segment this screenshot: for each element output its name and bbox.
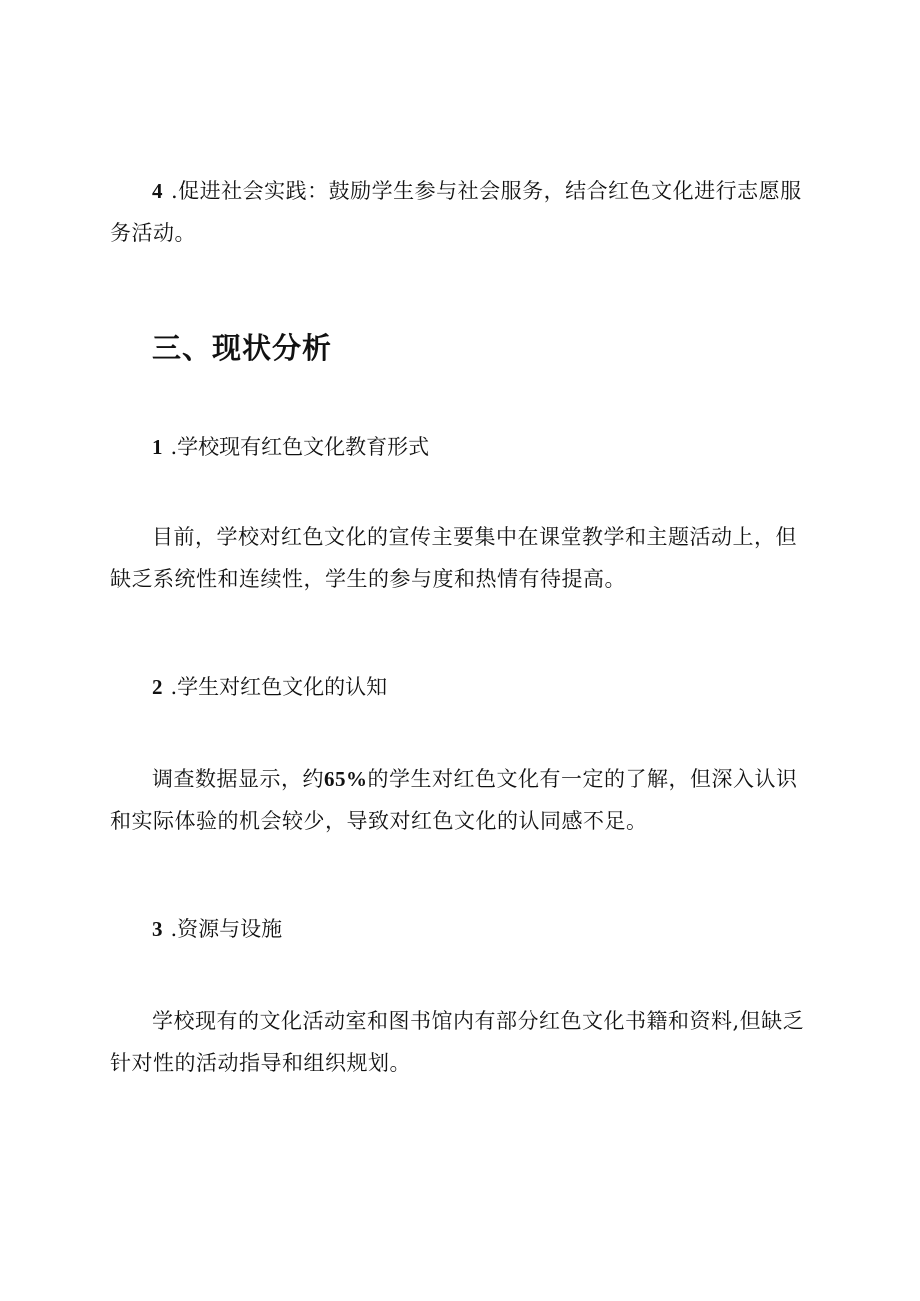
section-title: 三、现状分析 <box>152 331 333 365</box>
intro-item-number: 4 <box>152 179 163 203</box>
item-3-title: .资源与设施 <box>170 917 283 941</box>
item-1-title: .学校现有红色文化教育形式 <box>170 435 430 459</box>
item-3-heading <box>152 914 282 944</box>
item-2-title: .学生对红色文化的认知 <box>170 675 388 699</box>
intro-item-text: .促进社会实践：鼓励学生参与社会服务，结合红色文化进行志愿服务活动。 <box>110 179 802 245</box>
item-2-body <box>110 758 810 842</box>
item-2-body-percentage: 65% <box>324 767 368 791</box>
item-2-heading <box>152 672 387 702</box>
item-2-body-after: 的学生对红色文化有一定的了解，但深入认识和实际体验的机会较少，导致对红色文化的认同感不足。 <box>110 767 798 833</box>
item-1-body: 目前，学校对红色文化的宣传主要集中在课堂教学和主题活动上，但缺乏系统性和连续性，学生的参与度和热情有待提高。 <box>110 525 797 591</box>
item-3-number: 3 <box>152 917 163 941</box>
item-1-heading <box>152 432 429 462</box>
intro-paragraph <box>110 170 810 254</box>
item-3-body: 学校现有的文化活动室和图书馆内有部分红色文化书籍和资料,但缺乏针对性的活动指导和组织规划。 <box>110 1009 805 1075</box>
item-1-number: 1 <box>152 435 163 459</box>
item-2-number: 2 <box>152 675 163 699</box>
item-2-body-before: 调查数据显示，约 <box>152 767 324 791</box>
